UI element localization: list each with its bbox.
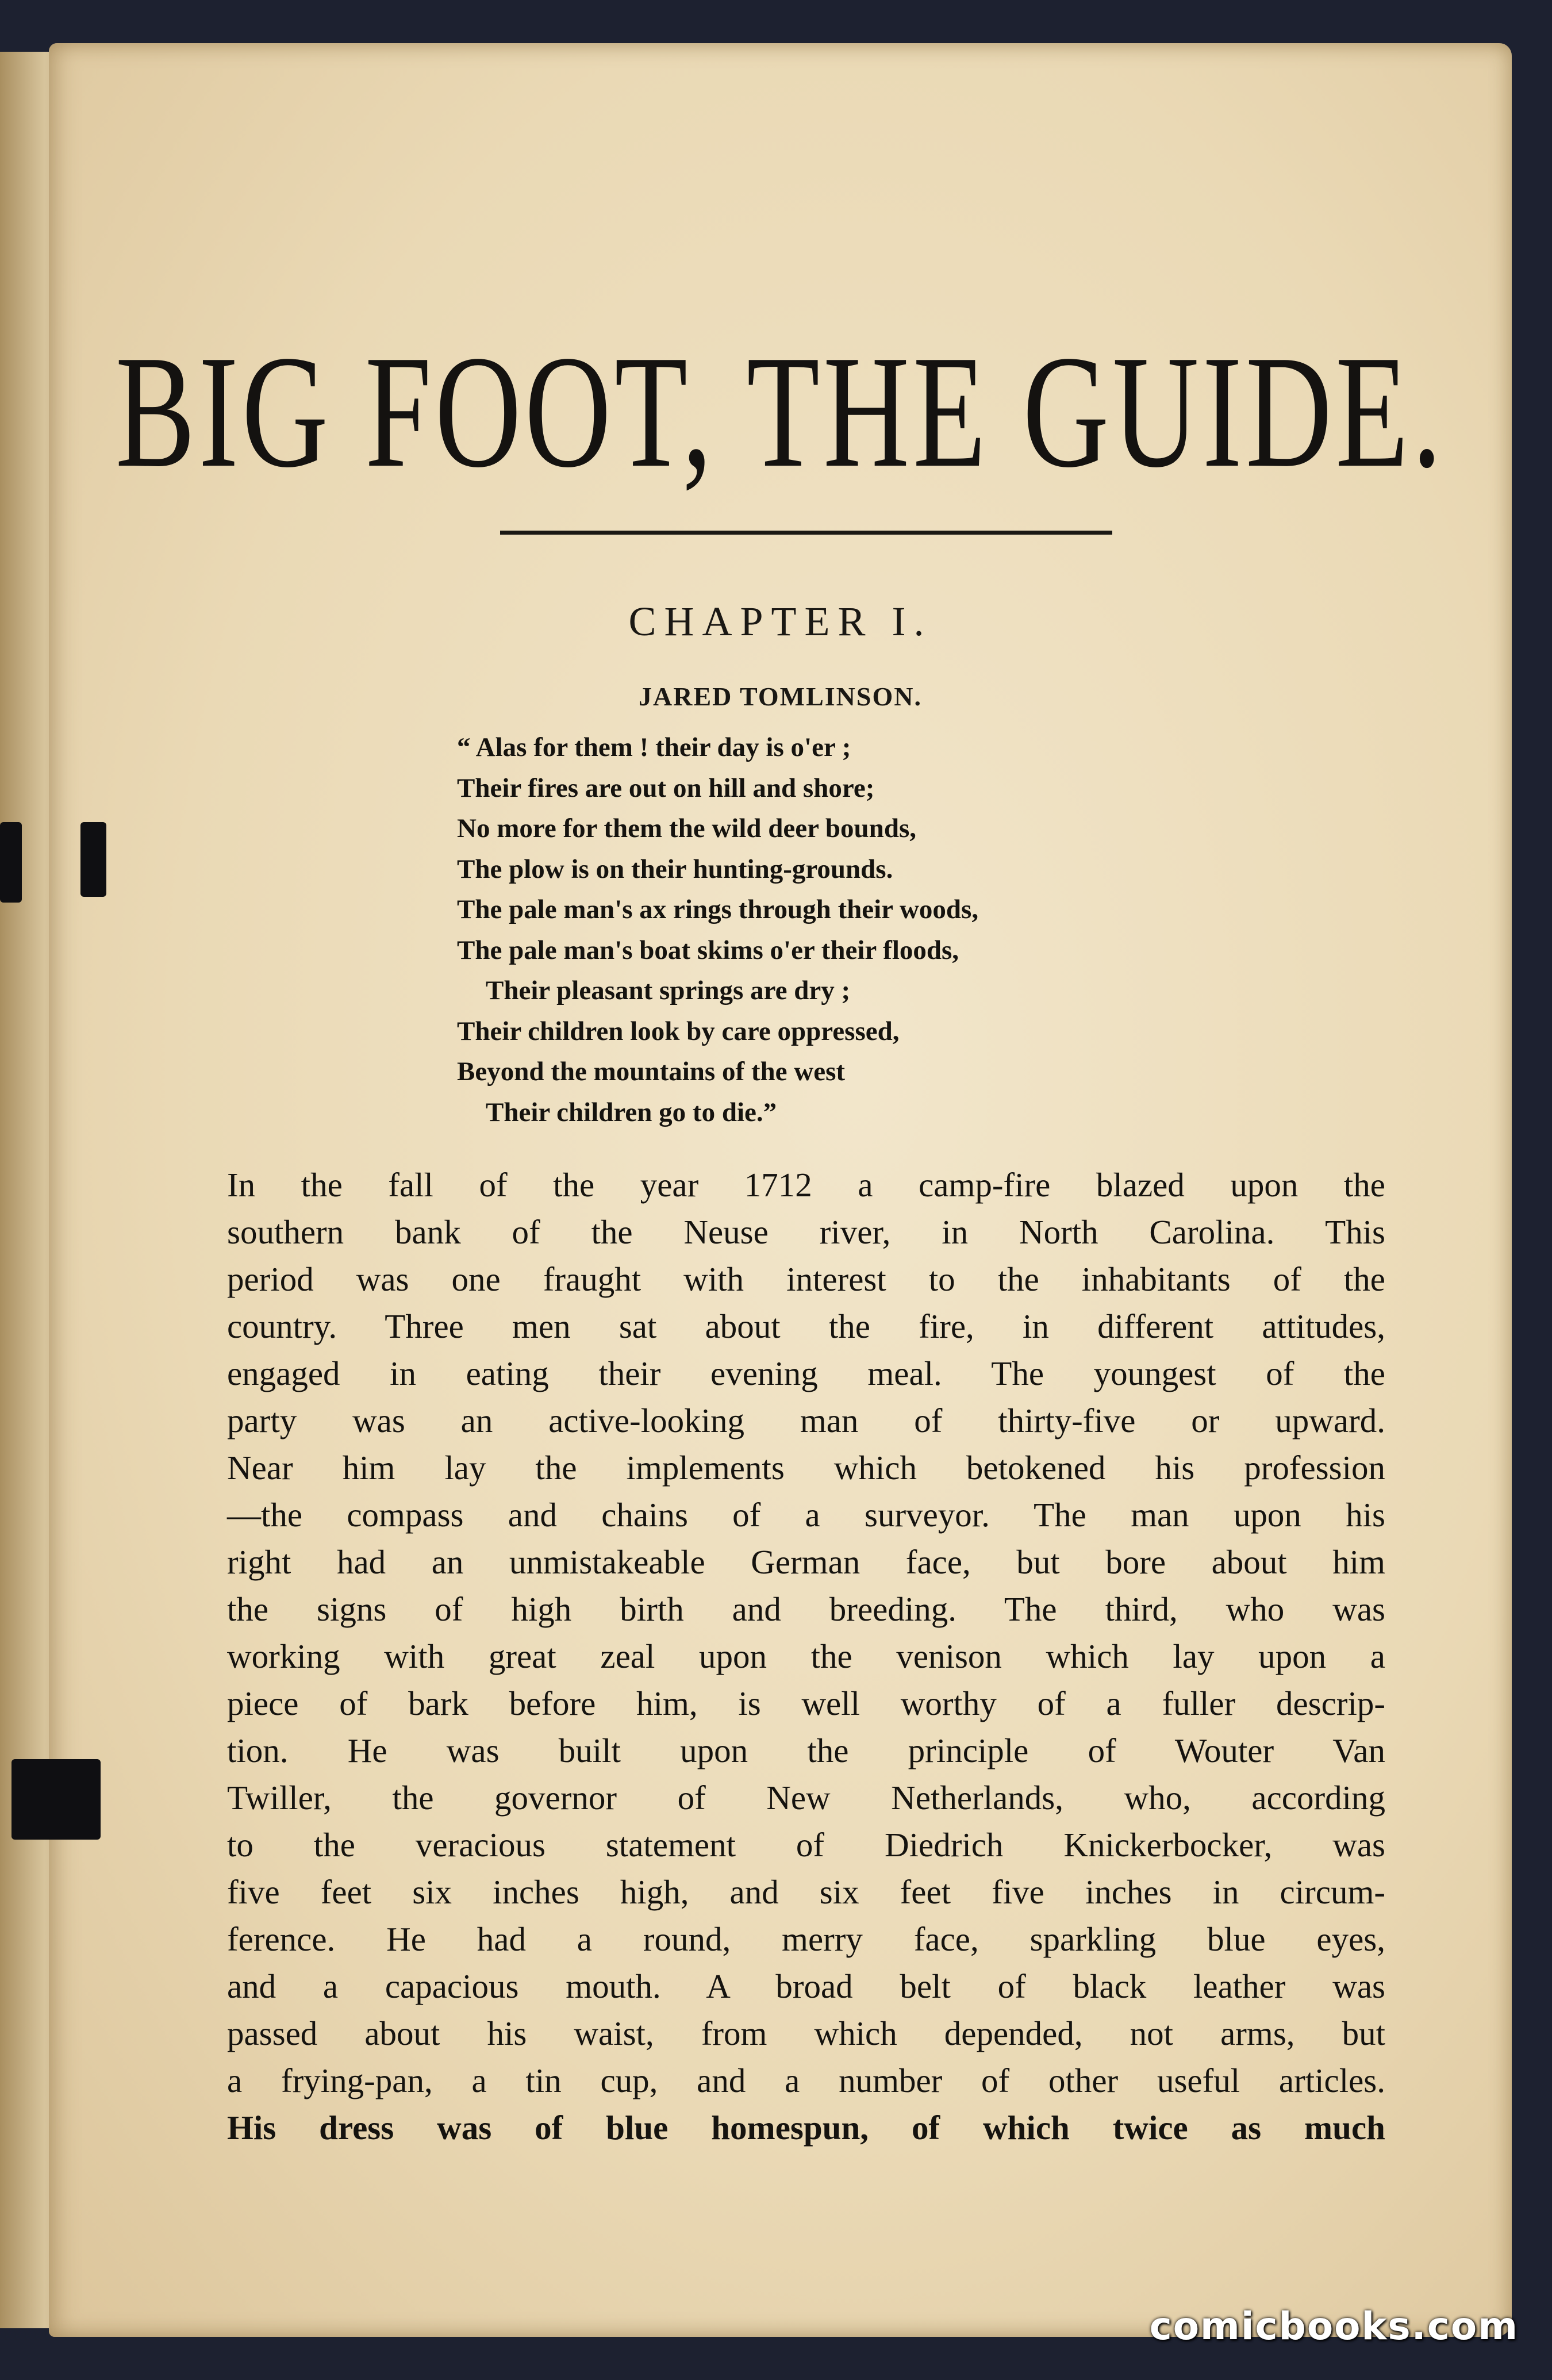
prose-line: passed about his waist, from which depended, not arms, but — [227, 2014, 1385, 2052]
chapter-title: JARED TOMLINSON. — [639, 682, 922, 711]
prose-line: the signs of high birth and breeding. The third, who was — [227, 1590, 1385, 1628]
prose-line: piece of bark before him, is well worthy of a fuller descrip- — [227, 1684, 1385, 1722]
poem-line: “ Alas for them ! their day is o'er ; — [457, 732, 851, 762]
book-title: BIG FOOT, THE GUIDE. — [115, 322, 1446, 501]
title-rule — [500, 531, 1112, 535]
poem-line: The pale man's boat skims o'er their floods, — [457, 935, 959, 965]
prose-line: ference. He had a round, merry face, sparkling blue eyes, — [227, 1920, 1385, 1958]
prose-line: engaged in eating their evening meal. The youngest of the — [227, 1354, 1385, 1392]
poem-line: Beyond the mountains of the west — [457, 1057, 846, 1087]
prose-line: country. Three men sat about the fire, in different attitudes, — [227, 1307, 1385, 1345]
poem-line: The plow is on their hunting-grounds. — [457, 854, 893, 884]
prose-line: Near him lay the implements which betokened his profession — [227, 1449, 1385, 1487]
prose-line: period was one fraught with interest to the inhabitants of the — [227, 1260, 1385, 1298]
prose-line: —the compass and chains of a surveyor. The man upon his — [227, 1496, 1385, 1534]
poem-line: Their children look by care oppressed, — [457, 1016, 900, 1046]
binding-hole-upper — [80, 822, 106, 897]
binding-hole-lower — [14, 1759, 101, 1840]
watermark: comicbooks.com — [1149, 2304, 1519, 2348]
prose-line: Twiller, the governor of New Netherlands, who, according — [227, 1779, 1385, 1817]
prose-line: southern bank of the Neuse river, in North Carolina. This — [227, 1213, 1385, 1251]
prose-line: working with great zeal upon the venison which lay upon a — [227, 1637, 1385, 1675]
prose-line: a frying-pan, a tin cup, and a number of other useful articles. — [227, 2062, 1385, 2099]
poem-line: The pale man's ax rings through their woods, — [457, 895, 979, 924]
binding-hole-left-upper — [0, 822, 22, 903]
body-text — [227, 1161, 1385, 2151]
prose-line: His dress was of blue homespun, of which twice as much — [227, 2109, 1385, 2147]
prose-line: party was an active-looking man of thirty-five or upward. — [227, 1402, 1385, 1439]
chapter-heading: CHAPTER I. — [628, 598, 932, 644]
poem-line: No more for them the wild deer bounds, — [457, 813, 916, 843]
prose-line: In the fall of the year 1712 a camp-fire blazed upon the — [227, 1166, 1385, 1204]
book-page — [49, 43, 1512, 2337]
poem-line: Their fires are out on hill and shore; — [457, 773, 875, 803]
prose-line: right had an unmistakeable German face, but bore about him — [227, 1543, 1385, 1581]
prose-line: five feet six inches high, and six feet five inches in circum- — [227, 1873, 1385, 1911]
epigraph-poem — [457, 727, 1262, 1133]
prose-line: and a capacious mouth. A broad belt of black leather was — [227, 1967, 1385, 2005]
prose-line: to the veracious statement of Diedrich Knickerbocker, was — [227, 1826, 1385, 1864]
poem-line: Their children go to die.” — [486, 1097, 777, 1127]
prose-line: tion. He was built upon the principle of Wouter Van — [227, 1732, 1385, 1769]
poem-line: Their pleasant springs are dry ; — [486, 976, 851, 1005]
